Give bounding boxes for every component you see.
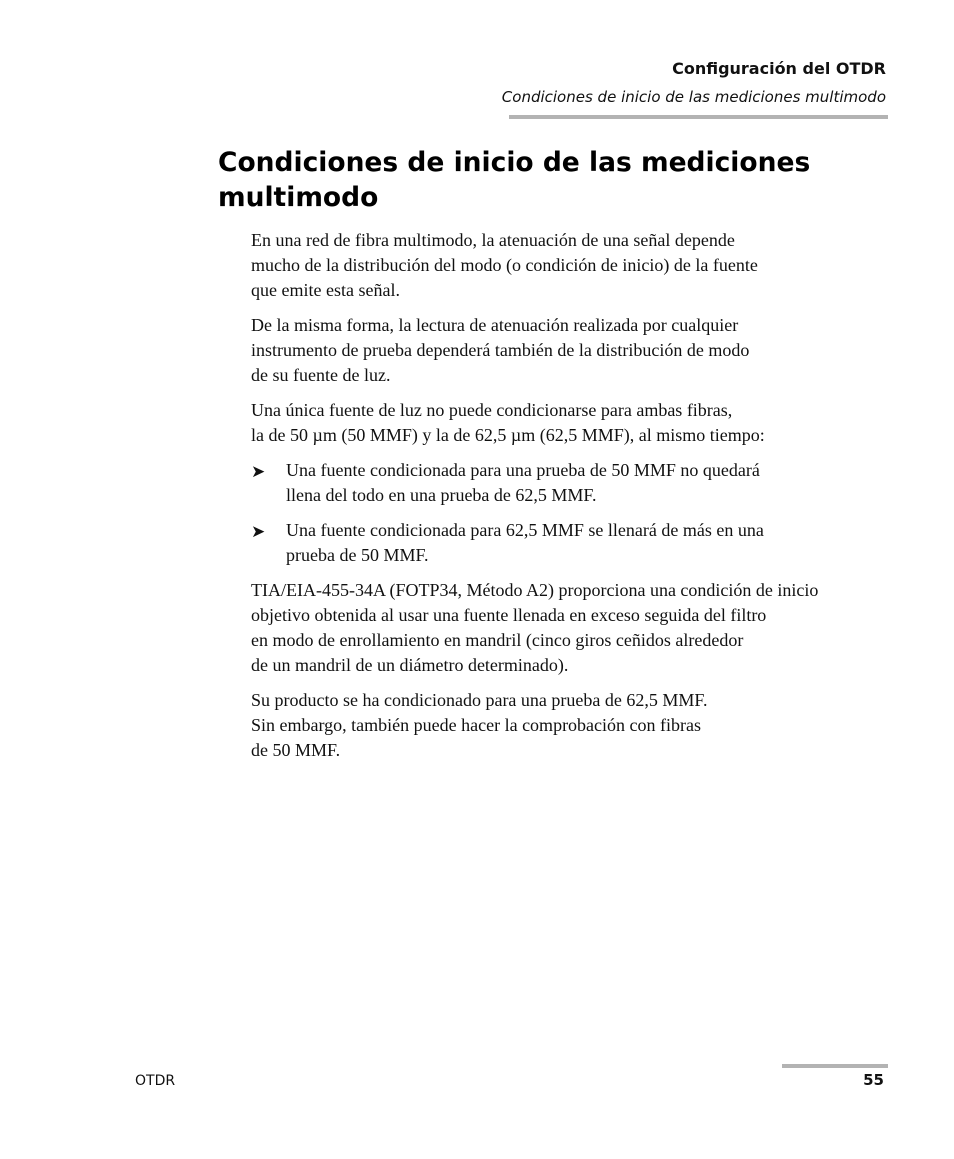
paragraph-line: instrumento de prueba dependerá también de la distribución de modo: [251, 340, 750, 360]
paragraph-line: objetivo obtenida al usar una fuente llenada en exceso seguida del filtro: [251, 605, 767, 625]
paragraph-1: [251, 228, 891, 303]
paragraph-line: Su producto se ha condicionado para una prueba de 62,5 MMF.: [251, 690, 708, 710]
paragraph-line: la de 50 µm (50 MMF) y la de 62,5 µm (62,5 MMF), al mismo tiempo:: [251, 425, 765, 445]
list-item: [251, 458, 891, 508]
list-item-line: llena del todo en una prueba de 62,5 MMF.: [286, 485, 597, 505]
paragraph-line: en modo de enrollamiento en mandril (cinco giros ceñidos alrededor: [251, 630, 744, 650]
paragraph-4: [251, 578, 891, 678]
body-text: [251, 228, 891, 773]
paragraph-line: En una red de fibra multimodo, la atenuación de una señal depende: [251, 230, 735, 250]
header-section-title: Condiciones de inicio de las mediciones multimodo: [501, 88, 886, 106]
paragraph-line: de 50 MMF.: [251, 740, 341, 760]
paragraph-line: TIA/EIA-455-34A (FOTP34, Método A2) proporciona una condición de inicio: [251, 580, 819, 600]
list-item-line: prueba de 50 MMF.: [286, 545, 429, 565]
header-chapter-title: Configuración del OTDR: [672, 59, 886, 78]
paragraph-line: de su fuente de luz.: [251, 365, 391, 385]
bullet-list: [251, 458, 891, 568]
running-header: [502, 58, 886, 108]
footer-divider: [782, 1064, 888, 1068]
paragraph-line: mucho de la distribución del modo (o condición de inicio) de la fuente: [251, 255, 758, 275]
paragraph-3: [251, 398, 891, 448]
footer-product-name: OTDR: [135, 1073, 176, 1089]
page-title-line-2: multimodo: [218, 182, 379, 213]
arrow-bullet-icon: ➤: [251, 522, 266, 541]
list-item: [251, 518, 891, 568]
paragraph-5: [251, 688, 891, 763]
paragraph-line: De la misma forma, la lectura de atenuación realizada por cualquier: [251, 315, 739, 335]
list-item-line: Una fuente condicionada para 62,5 MMF se llenará de más en una: [286, 520, 764, 540]
list-item-line: Una fuente condicionada para una prueba de 50 MMF no quedará: [286, 460, 760, 480]
paragraph-line: Una única fuente de luz no puede condicionarse para ambas fibras,: [251, 400, 733, 420]
page-number: 55: [863, 1071, 884, 1089]
page-title-line-1: Condiciones de inicio de las mediciones: [218, 147, 811, 178]
paragraph-2: [251, 313, 891, 388]
paragraph-line: que emite esta señal.: [251, 280, 400, 300]
header-divider: [509, 115, 888, 119]
arrow-bullet-icon: ➤: [251, 462, 266, 481]
page-title: [218, 145, 858, 215]
paragraph-line: de un mandril de un diámetro determinado).: [251, 655, 569, 675]
paragraph-line: Sin embargo, también puede hacer la comprobación con fibras: [251, 715, 702, 735]
